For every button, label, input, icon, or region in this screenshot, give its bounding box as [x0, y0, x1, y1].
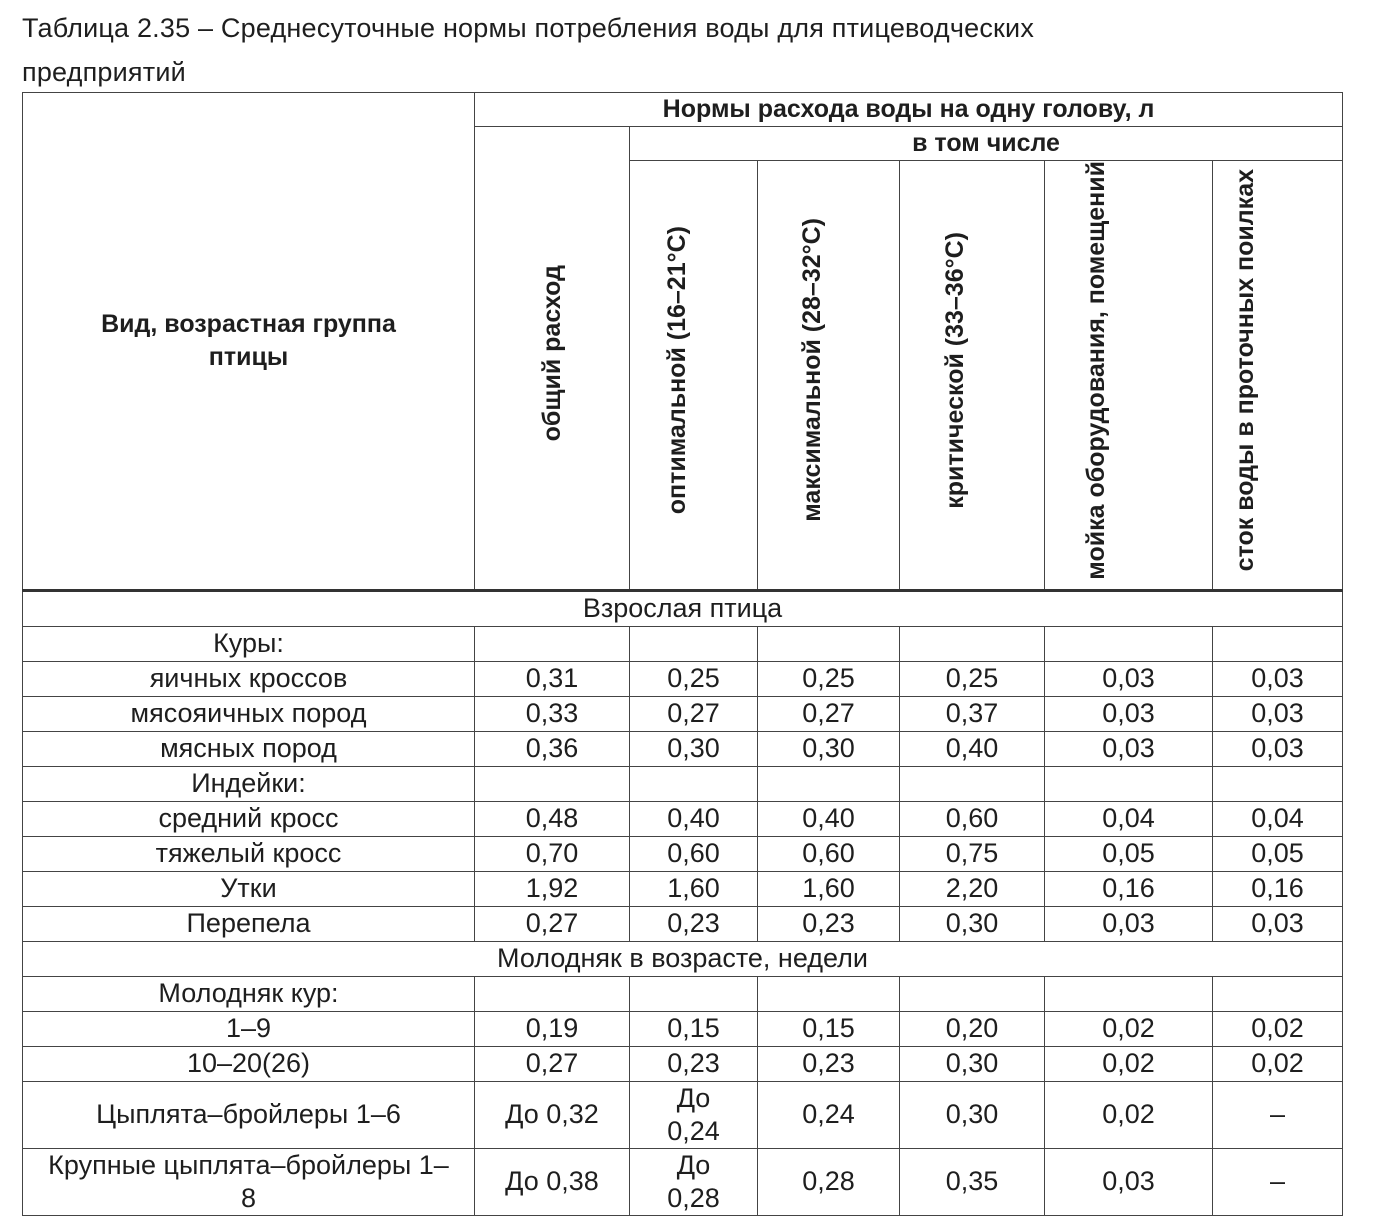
row-label: 10–20(26) — [23, 1046, 475, 1081]
header-washing: мойка оборудования, помещений — [1081, 161, 1110, 580]
value-cell: 0,60 — [900, 801, 1045, 836]
table-row — [23, 1046, 1343, 1081]
row-label: Утки — [23, 871, 475, 906]
value-cell: 0,40 — [758, 801, 900, 836]
row-label: Цыплята–бройлеры 1–6 — [23, 1081, 475, 1148]
value-cell: 0,30 — [900, 1081, 1045, 1148]
value-cell: 0,25 — [900, 661, 1045, 696]
value-cell — [900, 976, 1045, 1011]
value-cell: 0,31 — [475, 661, 630, 696]
value-cell: 0,28 — [758, 1148, 900, 1215]
caption-line-2: предприятий — [22, 57, 186, 87]
value-cell: 0,70 — [475, 836, 630, 871]
header-critical: критической (33–36°С) — [941, 231, 969, 509]
row-label: Молодняк кур: — [23, 976, 475, 1011]
value-cell: 0,23 — [758, 1046, 900, 1081]
value-cell: 0,19 — [475, 1011, 630, 1046]
value-cell: 0,03 — [1045, 906, 1213, 941]
table-row — [23, 1011, 1343, 1046]
value-cell — [1213, 976, 1343, 1011]
value-cell — [1045, 766, 1213, 801]
value-cell: 0,20 — [900, 1011, 1045, 1046]
value-cell: 0,04 — [1213, 801, 1343, 836]
value-cell: До 0,24 — [630, 1081, 758, 1148]
value-cell: 0,30 — [900, 1046, 1045, 1081]
value-cell: 0,75 — [900, 836, 1045, 871]
value-cell: До 0,32 — [475, 1081, 630, 1148]
value-cell: 0,15 — [758, 1011, 900, 1046]
value-cell — [630, 766, 758, 801]
value-cell: 0,02 — [1045, 1046, 1213, 1081]
value-cell: – — [1213, 1081, 1343, 1148]
value-cell — [758, 626, 900, 661]
caption-line-1: Таблица 2.35 – Среднесуточные нормы потребления воды для птицеводческих — [22, 13, 1035, 43]
section-adult: Взрослая птица — [23, 590, 1343, 626]
value-cell: 0,03 — [1213, 906, 1343, 941]
value-cell: 1,60 — [630, 871, 758, 906]
value-cell: 0,30 — [758, 731, 900, 766]
header-drain-cell — [1213, 161, 1343, 591]
header-norms: Нормы расхода воды на одну голову, л — [475, 93, 1343, 127]
value-cell: 0,60 — [758, 836, 900, 871]
value-cell: 0,23 — [630, 1046, 758, 1081]
header-optimal: оптимальной (16–21°С) — [662, 226, 691, 515]
value-cell — [1045, 626, 1213, 661]
row-label: Перепела — [23, 906, 475, 941]
header-critical-cell — [900, 161, 1045, 591]
value-cell: 0,25 — [630, 661, 758, 696]
value-cell — [758, 766, 900, 801]
value-cell: 1,92 — [475, 871, 630, 906]
value-cell: 0,16 — [1045, 871, 1213, 906]
header-drain: сток воды в проточных поилках — [1230, 169, 1259, 572]
table-row — [23, 731, 1343, 766]
header-total: общий расход — [537, 265, 566, 442]
value-cell: 0,27 — [475, 1046, 630, 1081]
value-cell: 0,02 — [1213, 1011, 1343, 1046]
value-cell: 0,03 — [1213, 661, 1343, 696]
table-row — [23, 696, 1343, 731]
value-cell: До 0,38 — [475, 1148, 630, 1215]
row-label: Индейки: — [23, 766, 475, 801]
value-cell — [475, 976, 630, 1011]
value-cell: 0,60 — [630, 836, 758, 871]
value-cell: 0,25 — [758, 661, 900, 696]
table-row — [23, 976, 1343, 1011]
value-cell — [900, 766, 1045, 801]
value-cell: 0,27 — [758, 696, 900, 731]
value-cell: 0,02 — [1045, 1011, 1213, 1046]
header-optimal-cell — [630, 161, 758, 591]
value-cell: До 0,28 — [630, 1148, 758, 1215]
table-row — [23, 1081, 1343, 1148]
value-cell — [475, 626, 630, 661]
header-maximal-cell — [758, 161, 900, 591]
value-cell: 0,27 — [630, 696, 758, 731]
value-cell — [1213, 766, 1343, 801]
row-label: яичных кроссов — [23, 661, 475, 696]
table-row — [23, 871, 1343, 906]
table-row — [23, 661, 1343, 696]
value-cell: 0,05 — [1045, 836, 1213, 871]
value-cell — [630, 626, 758, 661]
row-label: тяжелый кросс — [23, 836, 475, 871]
table-row — [23, 836, 1343, 871]
table-row — [23, 801, 1343, 836]
table-row — [23, 906, 1343, 941]
section-young: Молодняк в возрасте, недели — [23, 941, 1343, 976]
value-cell — [758, 976, 900, 1011]
value-cell: 0,03 — [1045, 661, 1213, 696]
value-cell: 0,02 — [1213, 1046, 1343, 1081]
row-label: Куры: — [23, 626, 475, 661]
value-cell: 0,48 — [475, 801, 630, 836]
row-label: 1–9 — [23, 1011, 475, 1046]
value-cell — [1045, 976, 1213, 1011]
value-cell: 0,03 — [1045, 731, 1213, 766]
value-cell: 0,30 — [630, 731, 758, 766]
row-label: средний кросс — [23, 801, 475, 836]
value-cell: 0,03 — [1213, 731, 1343, 766]
value-cell: 0,37 — [900, 696, 1045, 731]
value-cell: 0,03 — [1213, 696, 1343, 731]
value-cell: 0,40 — [630, 801, 758, 836]
value-cell: 0,05 — [1213, 836, 1343, 871]
value-cell: – — [1213, 1148, 1343, 1215]
value-cell: 0,36 — [475, 731, 630, 766]
value-cell: 0,40 — [900, 731, 1045, 766]
value-cell: 0,24 — [758, 1081, 900, 1148]
table-row — [23, 626, 1343, 661]
row-label: Крупные цыплята–бройлеры 1–8 — [23, 1148, 475, 1215]
value-cell: 2,20 — [900, 871, 1045, 906]
value-cell: 0,27 — [475, 906, 630, 941]
table-caption — [22, 6, 1342, 94]
value-cell: 0,03 — [1045, 696, 1213, 731]
value-cell — [475, 766, 630, 801]
table-row — [23, 766, 1343, 801]
value-cell: 0,35 — [900, 1148, 1045, 1215]
value-cell: 0,23 — [630, 906, 758, 941]
value-cell: 0,02 — [1045, 1081, 1213, 1148]
value-cell: 1,60 — [758, 871, 900, 906]
row-label: мясных пород — [23, 731, 475, 766]
value-cell — [1213, 626, 1343, 661]
value-cell: 0,30 — [900, 906, 1045, 941]
value-cell — [900, 626, 1045, 661]
table-row — [23, 1148, 1343, 1215]
header-washing-cell — [1045, 161, 1213, 591]
water-norms-table — [22, 92, 1343, 1216]
header-total-cell — [475, 127, 630, 591]
value-cell: 0,15 — [630, 1011, 758, 1046]
row-label: мясояичных пород — [23, 696, 475, 731]
value-cell: 0,33 — [475, 696, 630, 731]
value-cell: 0,03 — [1045, 1148, 1213, 1215]
value-cell — [630, 976, 758, 1011]
header-including: в том числе — [630, 127, 1343, 161]
header-maximal: максимальной (28–32°С) — [797, 218, 826, 523]
header-species: Вид, возрастная группа птицы — [23, 93, 475, 591]
value-cell: 0,23 — [758, 906, 900, 941]
value-cell: 0,16 — [1213, 871, 1343, 906]
value-cell: 0,04 — [1045, 801, 1213, 836]
